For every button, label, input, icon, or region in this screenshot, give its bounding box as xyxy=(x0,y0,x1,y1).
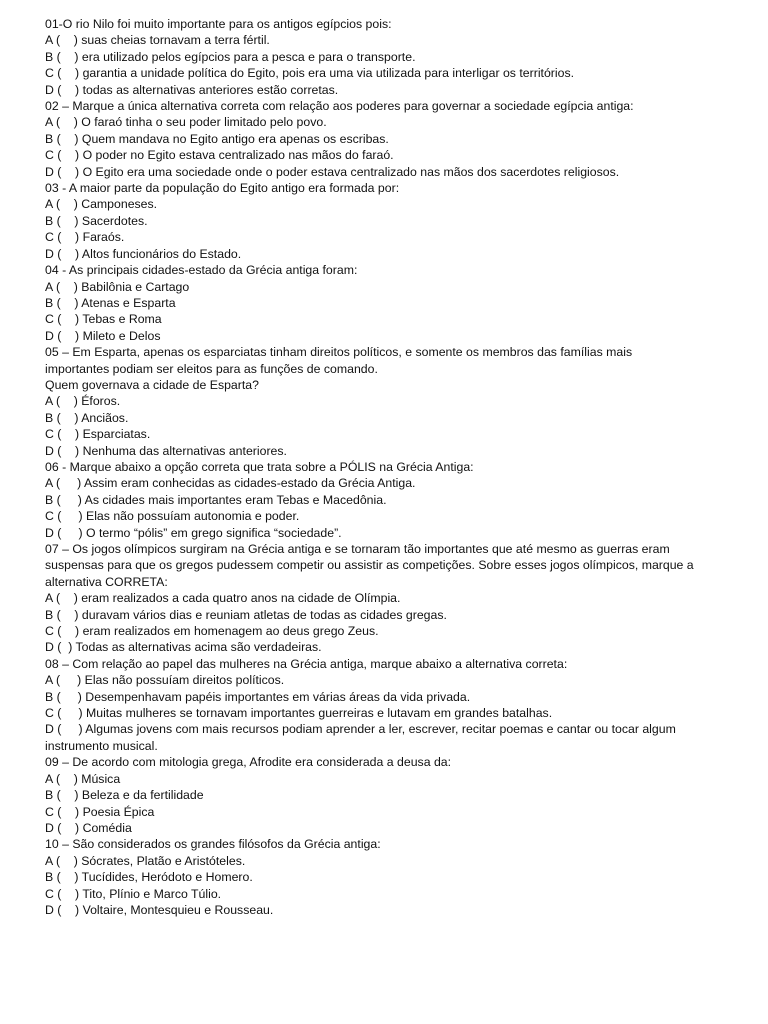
answer-option: B ( ) Desempenhavam papéis importantes em várias áreas da vida privada. xyxy=(45,689,471,704)
answer-option: B ( ) Atenas e Esparta xyxy=(45,295,176,310)
answer-option: C ( ) Esparciatas. xyxy=(45,427,151,442)
answer-option: B ( ) Sacerdotes. xyxy=(45,213,148,228)
answer-option: A ( ) Babilônia e Cartago xyxy=(45,279,190,294)
answer-option: D ( ) O termo “pólis” em grego significa “sociedade”. xyxy=(45,525,342,540)
answer-option: B ( ) Beleza e da fertilidade xyxy=(45,788,204,803)
question-text: 10 – São considerados os grandes filósofos da Grécia antiga: xyxy=(45,837,381,852)
question-text: 09 – De acordo com mitologia grega, Afrodite era considerada a deusa da: xyxy=(45,755,452,770)
answer-option: B ( ) Tucídides, Heródoto e Homero. xyxy=(45,870,253,885)
answer-option: C ( ) Muitas mulheres se tornavam importantes guerreiras e lutavam em grandes batalhas. xyxy=(45,706,553,721)
question-text: 05 – Em Esparta, apenas os esparciatas tinham direitos políticos, e somente os membros das famílias mais xyxy=(45,345,633,360)
answer-option: A ( ) Camponeses. xyxy=(45,197,158,212)
text-line: importantes podiam ser eleitos para as funções de comando. xyxy=(45,361,378,376)
text-line: suspensas para que os gregos pudessem competir ou assistir as competições. Sobre esses jogos olímpicos, marque a xyxy=(45,558,694,573)
answer-option: A ( ) Éforos. xyxy=(45,394,121,409)
answer-option: A ( ) eram realizados a cada quatro anos na cidade de Olímpia. xyxy=(45,591,401,606)
answer-option: B ( ) duravam vários dias e reuniam atletas de todas as cidades gregas. xyxy=(45,607,447,622)
answer-option: D ( ) Comédia xyxy=(45,820,132,835)
answer-option: A ( ) Sócrates, Platão e Aristóteles. xyxy=(45,853,246,868)
answer-option: A ( ) Música xyxy=(45,771,121,786)
answer-option: B ( ) Anciãos. xyxy=(45,410,129,425)
answer-option: C ( ) Elas não possuíam autonomia e poder. xyxy=(45,509,300,524)
question-text: 02 – Marque a única alternativa correta com relação aos poderes para governar a sociedade egípcia antiga: xyxy=(45,99,634,114)
answer-option: D ( ) Altos funcionários do Estado. xyxy=(45,246,242,261)
question-text: 03 - A maior parte da população do Egito antigo era formada por: xyxy=(45,181,400,196)
answer-option: D ( ) Mileto e Delos xyxy=(45,328,161,343)
answer-option: A ( ) O faraó tinha o seu poder limitado pelo povo. xyxy=(45,115,327,130)
question-text: 04 - As principais cidades-estado da Grécia antiga foram: xyxy=(45,263,358,278)
answer-option: A ( ) suas cheias tornavam a terra fértil. xyxy=(45,33,270,48)
answer-option: B ( ) As cidades mais importantes eram Tebas e Macedônia. xyxy=(45,492,387,507)
answer-option: C ( ) Faraós. xyxy=(45,230,125,245)
question-text: 07 – Os jogos olímpicos surgiram na Grécia antiga e se tornaram tão importantes que até mesmo as guerras eram xyxy=(45,542,670,556)
answer-option: C ( ) Tito, Plínio e Marco Túlio. xyxy=(45,886,222,901)
answer-option: D ( ) Voltaire, Montesquieu e Rousseau. xyxy=(45,902,274,917)
document-page xyxy=(45,16,725,918)
question-text: 06 - Marque abaixo a opção correta que trata sobre a PÓLIS na Grécia Antiga: xyxy=(45,459,474,474)
text-line: instrumento musical. xyxy=(45,738,158,753)
answer-option: D ( ) Nenhuma das alternativas anteriores. xyxy=(45,443,287,458)
text-line: Quem governava a cidade de Esparta? xyxy=(45,377,259,392)
question-text: 08 – Com relação ao papel das mulheres na Grécia antiga, marque abaixo a alternativa correta: xyxy=(45,656,568,671)
text-line: alternativa CORRETA: xyxy=(45,574,168,589)
answer-option: A ( ) Elas não possuíam direitos políticos. xyxy=(45,673,285,688)
answer-option: B ( ) Quem mandava no Egito antigo era apenas os escribas. xyxy=(45,131,389,146)
answer-option: C ( ) eram realizados em homenagem ao deus grego Zeus. xyxy=(45,624,379,639)
answer-option: D ( ) todas as alternativas anteriores estão corretas. xyxy=(45,82,339,97)
answer-option: C ( ) O poder no Egito estava centralizado nas mãos do faraó. xyxy=(45,148,394,163)
answer-option: C ( ) Tebas e Roma xyxy=(45,312,162,327)
answer-option: D ( ) Todas as alternativas acima são verdadeiras. xyxy=(45,640,322,655)
answer-option: C ( ) Poesia Épica xyxy=(45,804,155,819)
answer-option: B ( ) era utilizado pelos egípcios para a pesca e para o transporte. xyxy=(45,49,416,64)
answer-option: A ( ) Assim eram conhecidas as cidades-estado da Grécia Antiga. xyxy=(45,476,416,491)
answer-option: C ( ) garantia a unidade política do Egito, pois era uma via utilizada para interligar os territórios. xyxy=(45,66,575,81)
answer-option: D ( ) Algumas jovens com mais recursos podiam aprender a ler, escrever, recitar poemas e cantar ou tocar algum xyxy=(45,722,676,737)
question-text: 01-O rio Nilo foi muito importante para os antigos egípcios pois: xyxy=(45,17,392,31)
answer-option: D ( ) O Egito era uma sociedade onde o poder estava centralizado nas mãos dos sacerdotes religiosos. xyxy=(45,164,620,179)
